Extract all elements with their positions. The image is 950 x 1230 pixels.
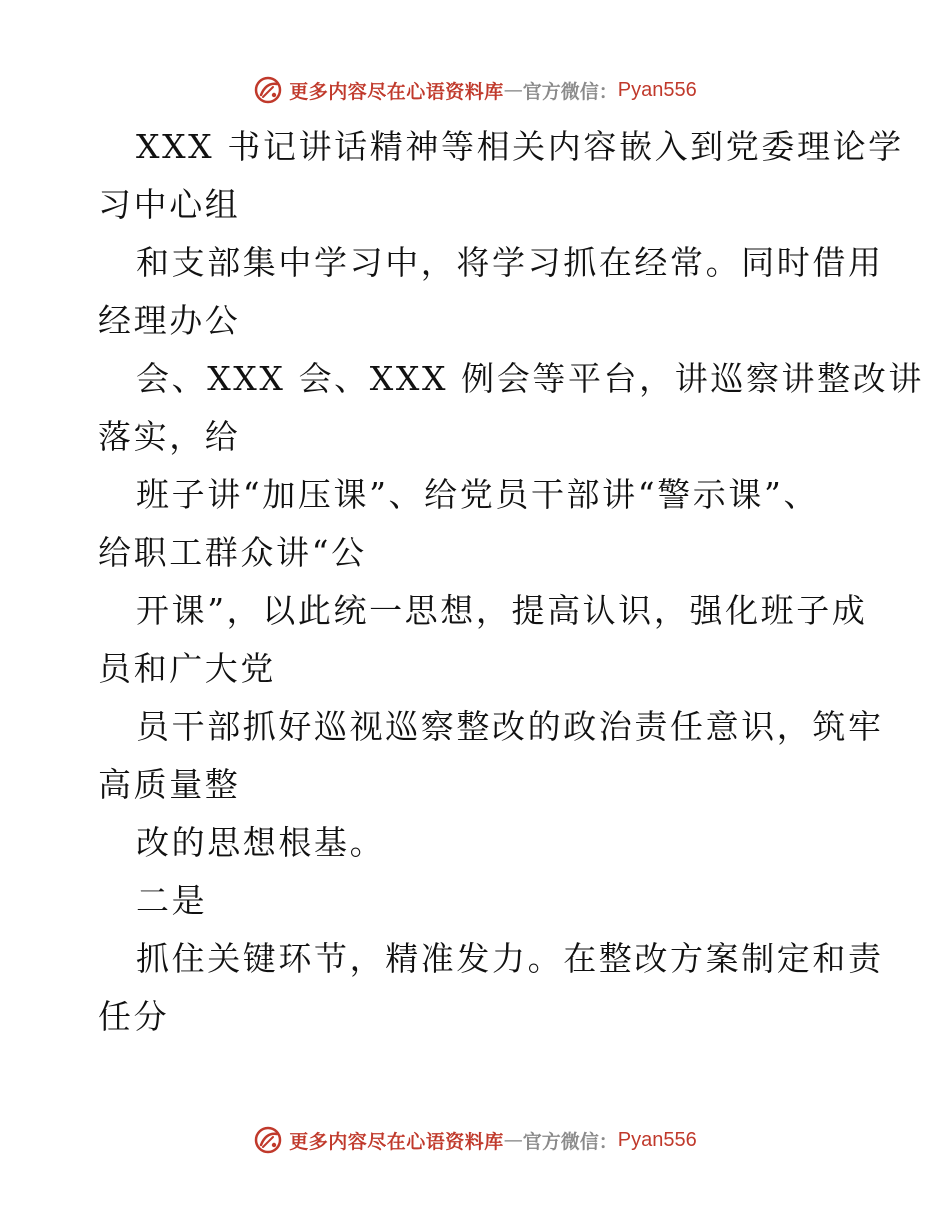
- body-line: 员和广大党: [98, 649, 276, 688]
- body-line: 改的思想根基。: [136, 823, 386, 862]
- footer-banner: [0, 1120, 950, 1160]
- banner-wechat-id: Pyan556: [617, 1128, 697, 1151]
- banner-wechat-id: Pyan556: [617, 78, 697, 101]
- body-line: 会、XXX 会、XXX 例会等平台，讲巡察讲整改讲: [136, 359, 924, 398]
- body-line: 任分: [98, 997, 170, 1036]
- banner-wechat-label: 官方微信：: [522, 1130, 618, 1153]
- body-line: 经理办公: [98, 301, 241, 340]
- body-line: 高质量整: [98, 765, 241, 804]
- banner-separator: —: [503, 1129, 523, 1151]
- body-line: 开课”，以此统一思想，提高认识，强化班子成: [136, 591, 868, 630]
- body-line: XXX 书记讲话精神等相关内容嵌入到党委理论学: [136, 127, 904, 166]
- body-line: 二是: [136, 881, 208, 920]
- logo-icon: [253, 1125, 283, 1155]
- logo-icon: [253, 75, 283, 105]
- banner-wechat-label: 官方微信：: [522, 80, 618, 103]
- body-line: 班子讲“加压课”、给党员干部讲“警示课”、: [136, 475, 820, 514]
- body-line: 抓住关键环节，精准发力。在整改方案制定和责: [136, 939, 884, 978]
- body-line: 给职工群众讲“公: [98, 533, 367, 572]
- body-line: 员干部抓好巡视巡察整改的政治责任意识，筑牢: [136, 707, 884, 746]
- body-line: 习中心组: [98, 185, 241, 224]
- body-line: 落实，给: [98, 417, 241, 456]
- document-body: [98, 118, 924, 1046]
- header-banner: [0, 70, 950, 110]
- banner-separator: —: [503, 79, 523, 101]
- banner-text: 更多内容尽在心语资料库: [289, 80, 504, 103]
- banner-text: 更多内容尽在心语资料库: [289, 1130, 504, 1153]
- body-line: 和支部集中学习中，将学习抓在经常。同时借用: [136, 243, 884, 282]
